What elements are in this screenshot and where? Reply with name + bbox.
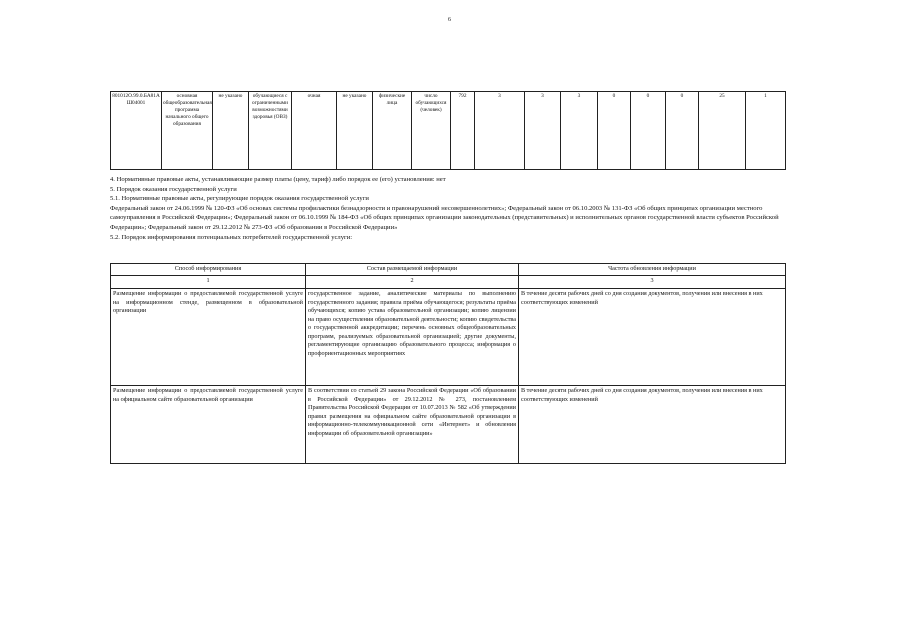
consumers-cell: физические лица: [373, 92, 412, 170]
value-cell-7: 25: [699, 92, 746, 170]
value-cell-3: 3: [561, 92, 598, 170]
laws-list: Федеральный закон от 24.06.1999 № 120-ФЗ «Об основах системы профилактики безнадзорности и правонарушений несовершеннолетних»; Федеральный закон от 06.10.2003 № 131-ФЗ «Об общих принципах организации местного самоуправления в Российской Федерации»; Федеральный закон от 06.10.1999 № 184-ФЗ «Об общих принципах организации законодательных (представительных) и исполнительных органов государственной власти субъектов Российской Федерации»; Федеральный закон от 29.12.2012 № 273-ФЗ «Об образовании в Российской Федерации»: [110, 204, 779, 231]
content-cell: В соответствии со статьей 29 закона Российской Федерации «Об образовании в Российской Федерации» от 29.12.2012 № 273, постановлением Правительства Российской Федерации от 10.07.2013 № 582 «Об утверждении правил размещения на официальном сайте образовательной организации в информационно-телекоммуникационной сети «Интернет» и обновления информации об образовательной организации»: [306, 386, 519, 464]
category-cell: обучающиеся с ограниченными возможностями здоровья (ОВЗ): [249, 92, 292, 170]
indicator-cell: число обучающихся (человек): [412, 92, 451, 170]
value-cell-5: 0: [631, 92, 666, 170]
method-cell: Размещение информации о предоставляемой государственной услуге на официальном сайте образовательной организации: [111, 386, 306, 464]
value-cell-2: 3: [525, 92, 561, 170]
info-table-index-row: [111, 276, 786, 289]
header-content: Состав размещаемой информации: [306, 264, 519, 276]
form-cell: очная: [292, 92, 337, 170]
index-2: 2: [306, 276, 519, 289]
section-4-text: 4. Нормативные правовые акты, устанавливающие размер платы (цену, тариф) либо порядок ее (его) установления: нет: [110, 176, 446, 183]
information-table: [110, 263, 786, 464]
table-row: [111, 386, 786, 464]
section-5-heading: 5. Порядок оказания государственной услуги: [110, 185, 237, 193]
index-3: 3: [519, 276, 786, 289]
program-cell: основная общеобразовательная программа начального общего образования: [162, 92, 213, 170]
section-5-1-heading: 5.1. Нормативные правовые акты, регулирующие порядок оказания государственной услуги: [110, 195, 369, 203]
document-body: [110, 175, 785, 242]
header-method: Способ информирования: [111, 264, 306, 276]
service-volume-table: [110, 91, 786, 170]
service-row: [111, 92, 786, 170]
okei-code-cell: 792: [451, 92, 475, 170]
table-row: [111, 289, 786, 386]
period-cell: не указано: [337, 92, 373, 170]
value-cell-4: 0: [598, 92, 631, 170]
content-cell: государственное задание, аналитические материалы по выполнению государственного задания; правила приёма обучающегося; результаты приёма обучающихся; копию устава образовательной организации; копию лицензии на право осуществления образовательной деятельности; копию свидетельства о государственной аккредитации; перечень основных общеобразовательных программ, реализуемых образовательной организацией; другие документы, регламентирующие организацию образовательного процесса; информация о профориентационных мероприятиях: [306, 289, 519, 386]
value-cell-1: 3: [475, 92, 525, 170]
registry-code-cell: 801012О.99.0.БА81АШ04001: [111, 92, 162, 170]
index-1: 1: [111, 276, 306, 289]
page-number: 6: [448, 17, 451, 23]
info-table-header: [111, 264, 786, 276]
frequency-cell: В течение десяти рабочих дней со дня создания документов, получения или внесения в них соответствующих изменений: [519, 289, 786, 386]
standard-cell: не указано: [213, 92, 249, 170]
frequency-cell: В течение десяти рабочих дней со дня создания документов, получения или внесения в них соответствующих изменений: [519, 386, 786, 464]
header-frequency: Частота обновления информации: [519, 264, 786, 276]
section-5-2-heading: 5.2. Порядок информирования потенциальных потребителей государственной услуги:: [110, 233, 353, 241]
method-cell: Размещение информации о предоставляемой государственной услуге на информационном стенде, размещенном в образовательной организации: [111, 289, 306, 386]
value-cell-8: 1: [746, 92, 786, 170]
value-cell-6: 0: [666, 92, 699, 170]
